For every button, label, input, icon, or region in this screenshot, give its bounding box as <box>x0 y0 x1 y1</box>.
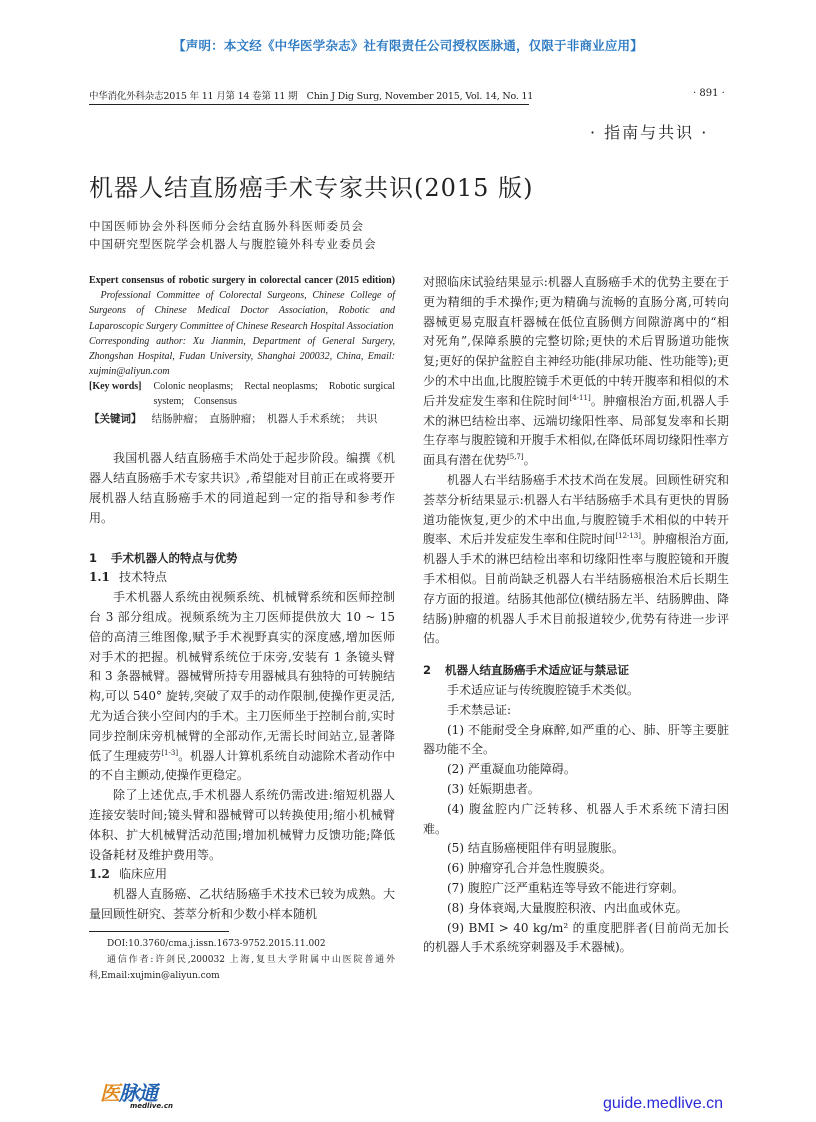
section-1-2-heading: 1.2 临床应用 <box>89 867 168 882</box>
contraindications-label: 手术禁忌证: <box>447 702 512 717</box>
contraindication-item: (3) 妊娠期患者。 <box>447 781 540 796</box>
medlive-logo[interactable] <box>100 1077 190 1113</box>
contraindication-item: (7) 腹腔广泛严重粘连等导致不能进行穿刺。 <box>447 880 684 895</box>
section-tag: · 指南与共识 · <box>590 123 709 142</box>
author-organizations <box>89 217 377 253</box>
paragraph: 除了上述优点,手术机器人系统仍需改进:缩短机器人连接安装时间;镜头臂和器械臂可以转换使用;缩小机械臂体积、扩大机械臂活动范围;增加机械臂力反馈功能;降低设备耗材及维护费用等。 <box>89 788 395 862</box>
contraindication-item: (9) BMI > 40 kg/m² 的重度肥胖者(目前尚无加长的机器人手术系统穿刺器及手术器械)。 <box>423 920 729 955</box>
english-authors: Professional Committee of Colorectal Surgeons, Chinese College of Surgeons of Chinese Medical Doctor Association, Robotic and Laparoscopic Surgery Committee of Chinese Research Hospital Association <box>89 290 396 332</box>
section-1-heading: 1 手术机器人的特点与优势 <box>89 550 238 565</box>
site-link[interactable]: guide.medlive.cn <box>603 1095 724 1112</box>
keywords-cn-label: 【关键词】 <box>89 413 142 426</box>
contraindication-item: (8) 身体衰竭,大量腹腔积液、内出血或休克。 <box>447 900 688 915</box>
paragraph: 机器人右半结肠癌手术技术尚在发展。回顾性研究和荟萃分析结果显示:机器人右半结肠癌手术具有更快的胃肠道功能恢复,更少的术中出血,与腹腔镜手术相似的中转开腹率、术后并发症发生率和住院时间[12-13]。肿瘤根治方面,机器人手术的淋巴结检出率和切缘阳性率与腹腔镜和开腹手术相似。目前尚缺乏机器人右半结肠癌根治术后长期生存方面的报道。结肠其他部位(横结肠左半、结肠脾曲、降结肠)肿瘤的机器人手术目前报道较少,优势有待进一步评估。 <box>423 472 729 646</box>
keywords-en-value: Colonic neoplasms; Rectal neoplasms; Robotic surgical system; Consensus <box>153 381 395 408</box>
organization: 中国研究型医院学会机器人与腹腔镜外科专业委员会 <box>89 237 377 251</box>
contraindication-item: (2) 严重凝血功能障碍。 <box>447 762 576 777</box>
keywords-cn <box>89 411 395 427</box>
section-1-1-heading: 1.1 技术特点 <box>89 570 168 585</box>
citation[interactable]: [12-13] <box>615 532 641 541</box>
contraindication-item: (5) 结直肠癌梗阻伴有明显腹胀。 <box>447 841 624 856</box>
keywords-en <box>89 379 395 409</box>
logo-subtext: medlive.cn <box>130 1102 173 1110</box>
paragraph: 对照临床试验结果显示:机器人直肠癌手术的优势主要在于更为精细的手术操作;更为精确与流畅的直肠分离,可转向器械更易克服直杆器械在低位直肠侧方间隙游离中的“相对死角”,保障系膜的完整切除;更快的术后胃肠道功能恢复;更好的保护盆腔自主神经功能(排尿功能、性功能等);更少的术中出血,比腹腔镜手术更低的中转开腹率和相似的术后并发症发生率和住院时间[4-11]。肿瘤根治方面,机器人手术的淋巴结检出率、远端切缘阳性率、局部复发率和长期生存率与腹腔镜和开腹手术相似,在降低环周切缘阳性率方面具有潜在优势[5,7]。 <box>423 275 729 468</box>
keywords-cn-value: 结肠肿瘤； 直肠肿瘤； 机器人手术系统； 共识 <box>151 413 378 426</box>
footnotes <box>89 936 395 984</box>
paragraph: 机器人直肠癌、乙状结肠癌手术技术已较为成熟。大量回顾性研究、荟萃分析和少数小样本随机 <box>89 887 395 921</box>
contraindication-item: (4) 腹盆腔内广泛转移、机器人手术系统下清扫困难。 <box>423 801 729 836</box>
citation[interactable]: [1-3] <box>161 748 179 757</box>
correspondence-note: 通信作者:许剑民,200032 上海,复旦大学附属中山医院普通外科,Email:xujmin@aliyun.com <box>89 954 395 981</box>
left-column <box>89 273 395 984</box>
citation[interactable]: [4-11] <box>569 393 591 402</box>
doi: DOI:10.3760/cma.j.issn.1673-9752.2015.11.002 <box>107 938 326 949</box>
english-title: Expert consensus of robotic surgery in colorectal cancer (2015 edition) <box>89 275 395 286</box>
english-abstract <box>89 273 395 379</box>
footnote-divider <box>89 931 229 932</box>
corresponding-author: Corresponding author: Xu Jianmin, Department of General Surgery, Zhongshan Hospital, Fudan University, Shanghai 200032, China, Email: xujmin@aliyun.com <box>89 335 395 378</box>
keywords-en-label: [Key words] <box>89 381 142 393</box>
journal-running-head: 中华消化外科杂志2015 年 11 月第 14 卷第 11 期 Chin J Dig Surg, November 2015, Vol. 14, No. 11 <box>89 88 529 105</box>
copyright-notice: 【声明：本文经《中华医学杂志》社有限责任公司授权医脉通，仅限于非商业应用】 <box>173 38 643 53</box>
contraindication-item: (1) 不能耐受全身麻醉,如严重的心、肺、肝等主要脏器功能不全。 <box>423 722 729 757</box>
right-column <box>423 273 729 958</box>
page-number: · 891 · <box>693 88 725 99</box>
logo-text: 医脉通 <box>100 1081 157 1105</box>
section-2-heading: 2 机器人结直肠癌手术适应证与禁忌证 <box>423 663 629 678</box>
indications: 手术适应证与传统腹腔镜手术类似。 <box>447 682 640 697</box>
intro-paragraph: 我国机器人结直肠癌手术尚处于起步阶段。编撰《机器人结直肠癌手术专家共识》,希望能对目前正在或将要开展机器人结直肠癌手术的同道起到一定的指导和参考作用。 <box>89 451 395 525</box>
contraindication-item: (6) 肿瘤穿孔合并急性腹膜炎。 <box>447 861 612 876</box>
organization: 中国医师协会外科医师分会结直肠外科医师委员会 <box>89 219 364 233</box>
paragraph: 手术机器人系统由视频系统、机械臂系统和医师控制台 3 部分组成。视频系统为主刀医师提供放大 10 ~ 15 倍的高清三维图像,赋予手术视野真实的深度感,增加医师对手术的把握。机械臂系统位于床旁,安装有 1 条镜头臂和 3 条器械臂。器械臂所持专用器械具有独特的可转腕结构,可以 540° 旋转,突破了双手的动作限制,使操作更灵活,尤为适合狭小空间内的手术。主刀医师坐于控制台前,实时同步控制床旁机械臂的全部动作,无需长时间站立,显著降低了生理疲劳[1-3]。机器人计算机系统自动滤除术者动作中的不自主颤动,使操作更稳定。 <box>89 590 395 783</box>
article-title: 机器人结直肠癌手术专家共识(2015 版) <box>89 174 534 202</box>
citation[interactable]: [5,7] <box>507 453 524 462</box>
